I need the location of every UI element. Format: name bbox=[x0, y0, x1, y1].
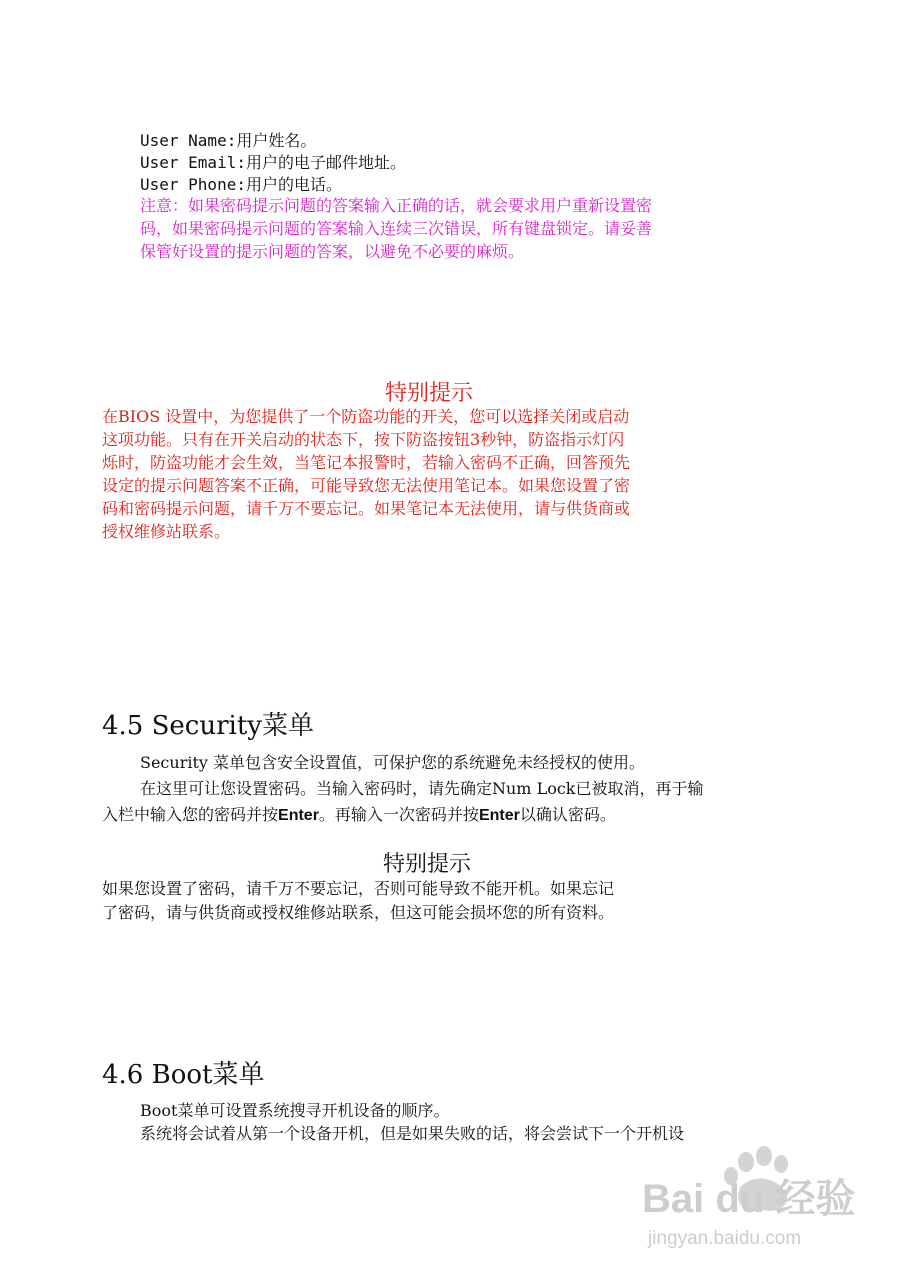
tip1-line-3: 烁时，防盗功能才会生效，当笔记本报警时，若输入密码不正确，回答预先 bbox=[102, 453, 631, 472]
tip2-line-2: 了密码，请与供货商或授权维修站联系，但这可能会损坏您的所有资料。 bbox=[102, 903, 615, 922]
para-2-text-a: 入栏中输入您的密码并按 bbox=[102, 805, 279, 824]
tip1-line-6: 授权维修站联系。 bbox=[102, 522, 231, 541]
watermark-brand: Bai du 经验 bbox=[642, 1177, 856, 1221]
section-4-5-para-2-line-2 bbox=[102, 804, 616, 827]
enter-key-label-2: Enter bbox=[478, 807, 520, 824]
tip2-title: 特别提示 bbox=[383, 852, 472, 877]
note-line-1: 注意：如果密码提示问题的答案输入正确的话，就会要求用户重新设置密 bbox=[140, 196, 653, 215]
tip1-line-5: 码和密码提示问题，请千万不要忘记。如果笔记本无法使用，请与供货商或 bbox=[102, 499, 631, 518]
note-line-3: 保管好设置的提示问题的答案，以避免不必要的麻烦。 bbox=[140, 242, 525, 261]
para-2-text-b: 。再输入一次密码并按 bbox=[318, 805, 479, 824]
tip1-title: 特别提示 bbox=[385, 381, 474, 406]
para-2-text-c: 以确认密码。 bbox=[519, 805, 616, 824]
enter-key-label: Enter bbox=[278, 807, 319, 824]
section-4-5-para-1: Security 菜单包含安全设置值，可保护您的系统避免未经授权的使用。 bbox=[140, 753, 646, 772]
user-name-field-desc: User Name:用户姓名。 bbox=[140, 131, 317, 150]
section-4-6-para-2: 系统将会试着从第一个设备开机，但是如果失败的话，将会尝试下一个开机设 bbox=[140, 1124, 685, 1143]
user-email-field-desc: User Email:用户的电子邮件地址。 bbox=[140, 153, 406, 172]
section-4-5-para-2-line-1: 在这里可让您设置密码。当输入密码时，请先确定Num Lock已被取消，再于输 bbox=[140, 779, 704, 798]
watermark-url: jingyan.baidu.com bbox=[648, 1228, 802, 1249]
section-4-6-para-1: Boot菜单可设置系统搜寻开机设备的顺序。 bbox=[140, 1101, 450, 1120]
tip2-line-1: 如果您设置了密码，请千万不要忘记，否则可能导致不能开机。如果忘记 bbox=[102, 879, 615, 898]
tip1-line-2: 这项功能。只有在开关启动的状态下，按下防盗按钮3秒钟，防盗指示灯闪 bbox=[102, 430, 625, 449]
note-line-2: 码，如果密码提示问题的答案输入连续三次错误，所有键盘锁定。请妥善 bbox=[140, 219, 653, 238]
baidu-jingyan-watermark bbox=[628, 1140, 868, 1260]
section-4-5-heading: 4.5 Security菜单 bbox=[102, 711, 314, 741]
tip1-line-4: 设定的提示问题答案不正确，可能导致您无法使用笔记本。如果您设置了密 bbox=[102, 476, 631, 495]
section-4-6-heading: 4.6 Boot菜单 bbox=[102, 1060, 265, 1090]
user-phone-field-desc: User Phone:用户的电话。 bbox=[140, 175, 342, 194]
tip1-line-1: 在BIOS 设置中，为您提供了一个防盗功能的开关，您可以选择关闭或启动 bbox=[102, 407, 630, 426]
